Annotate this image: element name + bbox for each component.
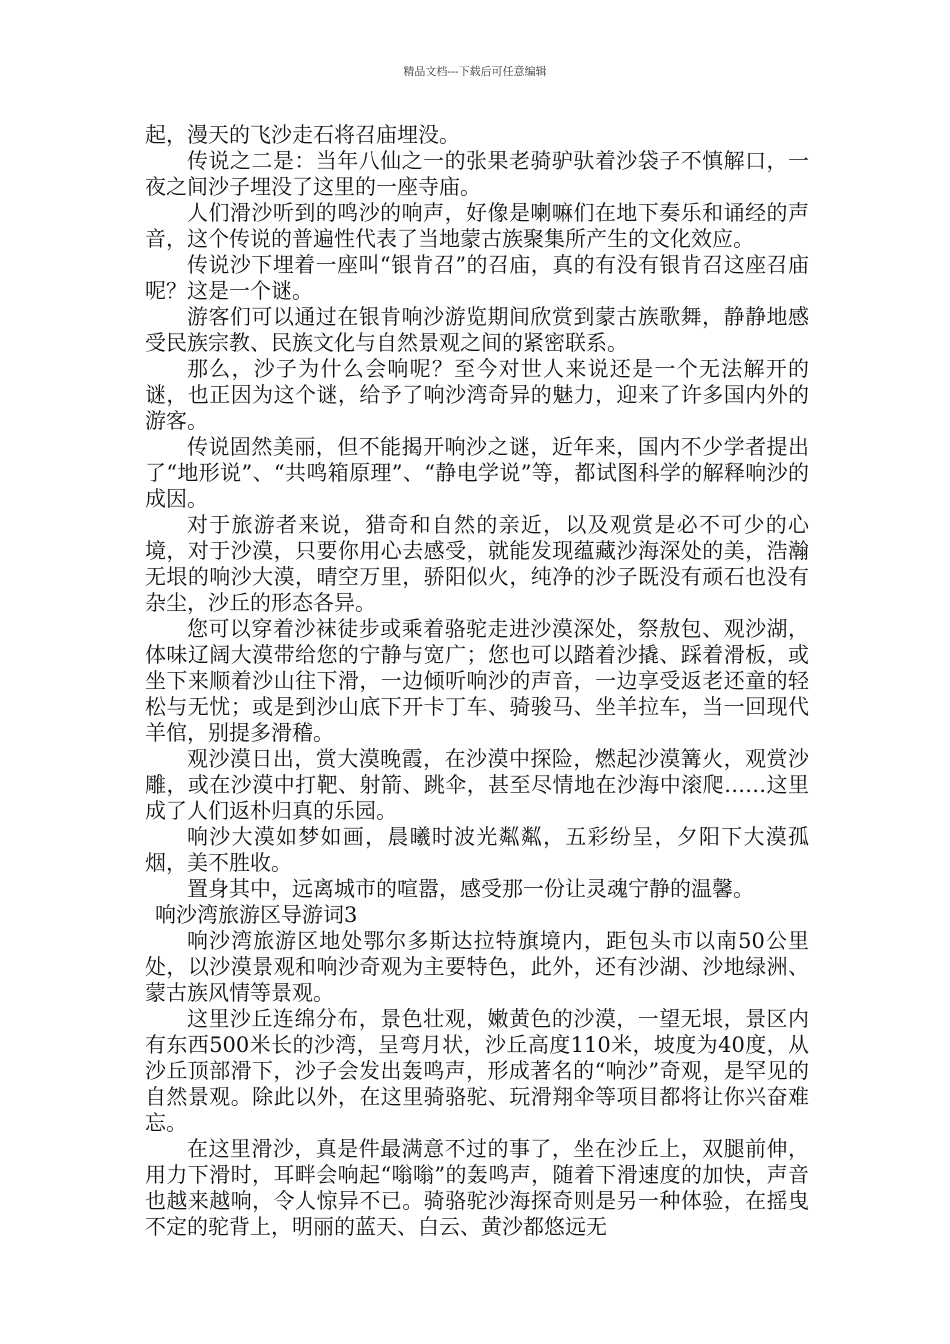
section-title: 响沙湾旅游区导游词3 — [155, 903, 358, 927]
paragraph: 传说之二是：当年八仙之一的张果老骑驴驮着沙袋子不慎解口，一夜之间沙子埋没了这里的一座寺庙。 — [145, 149, 809, 199]
document-body — [145, 122, 809, 1240]
paragraph: 在这里滑沙，真是件最满意不过的事了，坐在沙丘上，双腿前伸，用力下滑时，耳畔会响起“嗡嗡”的轰鸣声，随着下滑速度的加快，声音也越来越响，令人惊异不已。骑骆驼沙海探奇则是另一种体验，在摇曳不定的驼背上，明丽的蓝天、白云、黄沙都悠远无 — [145, 1137, 809, 1239]
paragraph: 那么，沙子为什么会响呢？至今对世人来说还是一个无法解开的谜，也正因为这个谜，给予了响沙湾奇异的魅力，迎来了许多国内外的游客。 — [145, 357, 809, 433]
paragraph: 起，漫天的飞沙走石将召庙埋没。 — [145, 123, 460, 147]
paragraph: 响沙大漠如梦如画，晨曦时波光粼粼，五彩纷呈，夕阳下大漠孤烟，美不胜收。 — [145, 825, 809, 875]
paragraph: 置身其中，远离城市的喧嚣，感受那一份让灵魂宁静的温馨。 — [187, 877, 754, 901]
page-header: 精品文档---下载后可任意编辑 — [403, 65, 547, 78]
paragraph: 游客们可以通过在银肯响沙游览期间欣赏到蒙古族歌舞，静静地感受民族宗教、民族文化与自然景观之间的紧密联系。 — [145, 305, 809, 355]
paragraph: 观沙漠日出，赏大漠晚霞，在沙漠中探险，燃起沙漠篝火，观赏沙雕，或在沙漠中打靶、射箭、跳伞，甚至尽情地在沙海中滚爬……这里成了人们返朴归真的乐园。 — [145, 747, 809, 823]
paragraph: 对于旅游者来说，猎奇和自然的亲近，以及观赏是必不可少的心境，对于沙漠，只要你用心去感受，就能发现蕴藏沙海深处的美，浩瀚无垠的响沙大漠，晴空万里，骄阳似火，纯净的沙子既没有顽石也没有杂尘，沙丘的形态各异。 — [145, 513, 809, 615]
paragraph: 人们滑沙听到的鸣沙的响声，好像是喇嘛们在地下奏乐和诵经的声音，这个传说的普遍性代表了当地蒙古族聚集所产生的文化效应。 — [145, 201, 809, 251]
paragraph: 传说沙下埋着一座叫“银肯召”的召庙，真的有没有银肯召这座召庙呢？这是一个谜。 — [145, 253, 809, 303]
paragraph: 这里沙丘连绵分布，景色壮观，嫩黄色的沙漠，一望无垠，景区内有东西500米长的沙湾，呈弯月状，沙丘高度110米，坡度为40度，从沙丘顶部滑下，沙子会发出轰鸣声，形成著名的“响沙”奇观，是罕见的自然景观。除此以外，在这里骑骆驼、玩滑翔伞等项目都将让你兴奋难忘。 — [145, 1007, 809, 1135]
paragraph: 响沙湾旅游区地处鄂尔多斯达拉特旗境内，距包头市以南50公里处，以沙漠景观和响沙奇观为主要特色，此外，还有沙湖、沙地绿洲、蒙古族风情等景观。 — [145, 929, 809, 1005]
paragraph: 传说固然美丽，但不能揭开响沙之谜，近年来，国内不少学者提出了“地形说”、“共鸣箱原理”、“静电学说”等，都试图科学的解释响沙的成因。 — [145, 435, 809, 511]
paragraph: 您可以穿着沙袜徒步或乘着骆驼走进沙漠深处，祭敖包、观沙湖，体味辽阔大漠带给您的宁静与宽广；您也可以踏着沙撬、踩着滑板，或坐下来顺着沙山往下滑，一边倾听响沙的声音，一边享受返老还童的轻松与无忧；或是到沙山底下开卡丁车、骑骏马、坐羊拉车，当一回现代羊倌，别提多滑稽。 — [145, 617, 809, 745]
